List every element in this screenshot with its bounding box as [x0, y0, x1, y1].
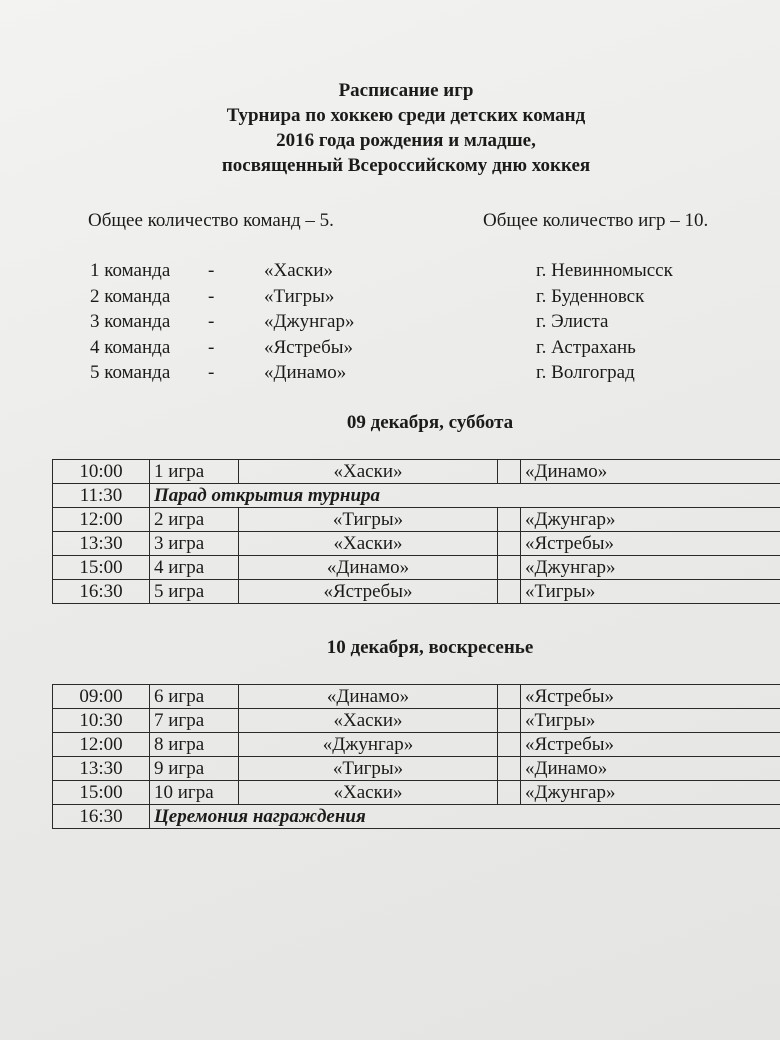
game-cell: 6 игра [150, 685, 239, 709]
title-line: Турнира по хоккею среди детских команд [226, 105, 586, 126]
table-row [53, 556, 780, 580]
time-cell: 12:00 [53, 733, 150, 757]
team-number: 4 команда [90, 336, 171, 358]
away-team-cell: «Ястребы» [521, 685, 780, 709]
team-name: «Ястребы» [264, 336, 354, 358]
time-cell: 09:00 [53, 685, 150, 709]
table-row [53, 532, 780, 556]
score-cell [498, 685, 521, 709]
team-city: г. Буденновск [536, 285, 645, 307]
table-row [53, 781, 780, 805]
away-team-cell: «Тигры» [521, 709, 780, 733]
table-row [53, 508, 780, 532]
day1-header: 09 декабря, суббота [346, 412, 514, 433]
table-row [53, 733, 780, 757]
score-cell [498, 580, 521, 604]
document-title [0, 78, 780, 178]
time-cell: 16:30 [53, 580, 150, 604]
day2-schedule-table [52, 684, 780, 829]
day1-schedule-table [52, 459, 780, 604]
home-team-cell: «Хаски» [239, 532, 498, 556]
team-number: 2 команда [90, 285, 171, 307]
home-team-cell: «Хаски» [239, 709, 498, 733]
score-cell [498, 508, 521, 532]
team-dash: - [208, 336, 215, 358]
team-city: г. Астрахань [536, 336, 636, 358]
home-team-cell: «Тигры» [239, 508, 498, 532]
away-team-cell: «Ястребы» [521, 733, 780, 757]
team-dash: - [208, 260, 215, 281]
event-cell: Парад открытия турнира [150, 484, 780, 508]
team-name: «Динамо» [264, 362, 347, 383]
time-cell: 12:00 [53, 508, 150, 532]
table-row [53, 685, 780, 709]
table-row [53, 709, 780, 733]
home-team-cell: «Динамо» [239, 556, 498, 580]
time-cell: 10:30 [53, 709, 150, 733]
score-cell [498, 757, 521, 781]
time-cell: 15:00 [53, 781, 150, 805]
time-cell: 16:30 [53, 805, 150, 829]
team-name: «Тигры» [264, 285, 335, 307]
team-name: «Хаски» [264, 260, 333, 281]
game-cell: 10 игра [150, 781, 239, 805]
total-games: Общее количество игр – 10. [483, 210, 709, 231]
away-team-cell: «Джунгар» [521, 781, 780, 805]
away-team-cell: «Тигры» [521, 580, 780, 604]
table-row [53, 805, 780, 829]
title-line: Расписание игр [338, 80, 474, 101]
team-dash: - [208, 311, 215, 332]
score-cell [498, 460, 521, 484]
team-city: г. Волгоград [536, 362, 635, 383]
event-cell: Церемония награждения [150, 805, 780, 829]
table-row [53, 460, 780, 484]
away-team-cell: «Джунгар» [521, 556, 780, 580]
game-cell: 5 игра [150, 580, 239, 604]
score-cell [498, 781, 521, 805]
game-cell: 7 игра [150, 709, 239, 733]
time-cell: 13:30 [53, 532, 150, 556]
game-cell: 2 игра [150, 508, 239, 532]
away-team-cell: «Динамо» [521, 460, 780, 484]
score-cell [498, 556, 521, 580]
away-team-cell: «Джунгар» [521, 508, 780, 532]
table-row [53, 757, 780, 781]
game-cell: 8 игра [150, 733, 239, 757]
time-cell: 15:00 [53, 556, 150, 580]
team-city: г. Элиста [536, 311, 609, 332]
time-cell: 10:00 [53, 460, 150, 484]
game-cell: 3 игра [150, 532, 239, 556]
team-number: 3 команда [90, 311, 171, 332]
home-team-cell: «Джунгар» [239, 733, 498, 757]
home-team-cell: «Тигры» [239, 757, 498, 781]
score-cell [498, 532, 521, 556]
game-cell: 9 игра [150, 757, 239, 781]
away-team-cell: «Ястребы» [521, 532, 780, 556]
home-team-cell: «Хаски» [239, 460, 498, 484]
team-number: 5 команда [90, 362, 171, 383]
score-cell [498, 709, 521, 733]
time-cell: 11:30 [53, 484, 150, 508]
away-team-cell: «Динамо» [521, 757, 780, 781]
team-number: 1 команда [90, 260, 171, 281]
home-team-cell: «Динамо» [239, 685, 498, 709]
team-dash: - [208, 285, 215, 307]
day2-header: 10 декабря, воскресенье [326, 637, 534, 658]
score-cell [498, 733, 521, 757]
home-team-cell: «Хаски» [239, 781, 498, 805]
home-team-cell: «Ястребы» [239, 580, 498, 604]
team-dash: - [208, 362, 215, 383]
title-line: посвященный Всероссийскому дню хоккея [221, 155, 591, 176]
game-cell: 1 игра [150, 460, 239, 484]
table-row [53, 484, 780, 508]
table-row [53, 580, 780, 604]
game-cell: 4 игра [150, 556, 239, 580]
title-line: 2016 года рождения и младше, [276, 130, 536, 151]
total-teams: Общее количество команд – 5. [88, 210, 334, 231]
team-name: «Джунгар» [264, 311, 355, 332]
time-cell: 13:30 [53, 757, 150, 781]
team-city: г. Невинномысск [536, 260, 673, 281]
